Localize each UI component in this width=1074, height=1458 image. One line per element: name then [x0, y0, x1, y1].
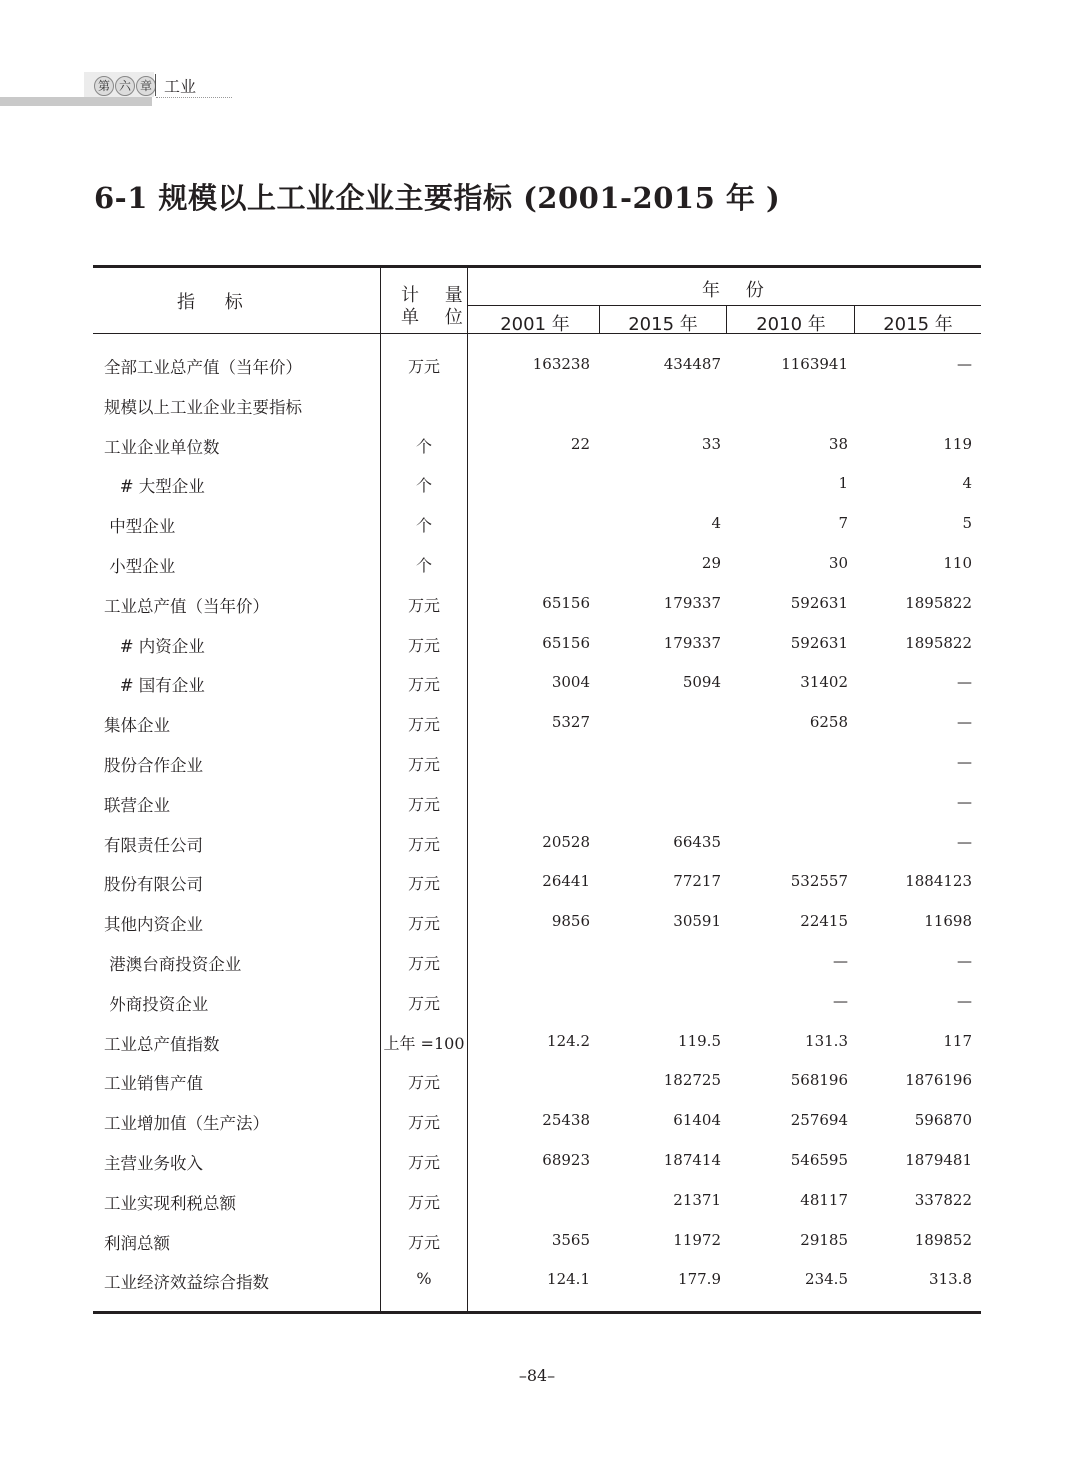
row-value: 66435: [673, 832, 721, 851]
table-row: [0, 702, 1074, 742]
header-band: [0, 97, 152, 106]
row-indicator-name: 集体企业: [104, 716, 170, 736]
row-value: 568196: [790, 1071, 848, 1090]
row-value: 48117: [800, 1190, 848, 1209]
row-value: 29: [701, 553, 721, 572]
row-unit: 万元: [407, 1152, 440, 1172]
chapter-char: 第: [94, 76, 114, 96]
row-unit: 上年 =100: [383, 1033, 465, 1053]
row-unit: 个: [415, 516, 432, 536]
row-value: 61404: [673, 1111, 721, 1130]
row-value: 3004: [551, 673, 590, 692]
row-value: 117: [943, 1031, 972, 1050]
row-value: —: [957, 752, 972, 771]
year-header: 2015 年: [883, 314, 953, 335]
row-value: 65156: [542, 593, 590, 612]
row-indicator-name: 小型企业: [104, 556, 176, 576]
row-value: 29185: [800, 1230, 848, 1249]
row-indicator-name: 工业企业单位数: [104, 437, 220, 457]
row-indicator-name: 股份合作企业: [104, 755, 203, 775]
row-indicator-name: 工业销售产值: [104, 1074, 203, 1094]
row-indicator-name: 工业增加值（生产法）: [104, 1114, 269, 1134]
row-value: 124.1: [547, 1270, 590, 1289]
row-value: 25438: [542, 1111, 590, 1130]
row-value: —: [833, 991, 848, 1010]
year-header-rule: [467, 305, 981, 306]
table-row: [0, 901, 1074, 941]
table-row: [0, 1259, 1074, 1299]
row-indicator-name: 有限责任公司: [104, 835, 203, 855]
row-indicator-name: 工业总产值指数: [104, 1034, 220, 1054]
row-value: 33: [701, 434, 721, 453]
row-value: 5327: [551, 713, 590, 732]
row-value: 1895822: [905, 593, 972, 612]
row-value: —: [833, 951, 848, 970]
row-value: —: [957, 673, 972, 692]
row-value: 1: [838, 474, 848, 493]
row-unit: 万元: [407, 675, 440, 695]
row-value: —: [957, 951, 972, 970]
table-row: [0, 941, 1074, 981]
table-row: [0, 424, 1074, 464]
table-row: [0, 543, 1074, 583]
row-value: 38: [828, 434, 848, 453]
row-unit: 万元: [407, 874, 440, 894]
row-value: 1163941: [781, 355, 848, 373]
page-number: –84–: [518, 1366, 556, 1385]
row-value: 532557: [790, 872, 848, 891]
row-value: 68923: [542, 1150, 590, 1169]
chapter-char: 六: [115, 76, 135, 96]
table-row: [0, 384, 1074, 424]
row-unit: 万元: [407, 715, 440, 735]
row-unit: 万元: [407, 754, 440, 774]
row-unit: 万元: [407, 1232, 440, 1252]
row-value: 30591: [673, 912, 721, 931]
row-unit: 万元: [407, 834, 440, 854]
row-value: 313.8: [929, 1270, 972, 1289]
table-row: [0, 782, 1074, 822]
row-value: 596870: [914, 1111, 972, 1130]
row-value: 5: [962, 514, 972, 533]
row-value: 30: [828, 553, 848, 572]
row-indicator-name: # 内资企业: [104, 636, 205, 656]
row-value: 179337: [663, 593, 721, 612]
table-row: [0, 463, 1074, 503]
row-indicator-name: 港澳台商投资企业: [104, 954, 242, 974]
row-value: 4: [962, 474, 972, 493]
row-unit: 万元: [407, 1113, 440, 1133]
page-title: 6-1 规模以上工业企业主要指标 (2001-2015 年 ): [94, 181, 781, 215]
row-value: —: [957, 355, 972, 373]
row-value: —: [957, 792, 972, 811]
table-row: [0, 623, 1074, 663]
row-value: 592631: [790, 593, 848, 612]
row-value: —: [957, 991, 972, 1010]
row-value: 9856: [551, 912, 590, 931]
table-row: [0, 1060, 1074, 1100]
row-value: 177.9: [678, 1270, 721, 1289]
row-unit: 万元: [407, 1192, 440, 1212]
row-unit: %: [416, 1269, 432, 1289]
header-divider: [155, 74, 156, 96]
row-value: 5094: [682, 673, 721, 692]
row-value: 234.5: [805, 1270, 848, 1289]
row-indicator-name: 其他内资企业: [104, 915, 203, 935]
row-value: 182725: [663, 1071, 721, 1090]
row-indicator-name: 规模以上工业企业主要指标: [104, 397, 302, 417]
row-indicator-name: 工业实现利税总额: [104, 1193, 236, 1213]
row-value: 337822: [914, 1190, 972, 1209]
table-row: [0, 742, 1074, 782]
row-indicator-name: 联营企业: [104, 795, 170, 815]
year-header: 2015 年: [628, 314, 698, 335]
row-value: 1876196: [905, 1071, 972, 1090]
table-row: [0, 503, 1074, 543]
row-value: 20528: [542, 832, 590, 851]
row-value: 11698: [924, 912, 972, 931]
column-header-unit: 单 位: [401, 307, 473, 328]
row-unit: 万元: [407, 914, 440, 934]
year-header: 2010 年: [756, 314, 826, 335]
table-row: [0, 662, 1074, 702]
row-indicator-name: 主营业务收入: [104, 1153, 203, 1173]
table-top-rule: [93, 265, 981, 268]
row-unit: 万元: [407, 635, 440, 655]
row-indicator-name: # 大型企业: [104, 477, 205, 497]
row-value: —: [957, 832, 972, 851]
row-value: 119.5: [678, 1031, 721, 1050]
row-unit: 个: [415, 555, 432, 575]
section-title: 工业: [164, 77, 197, 96]
row-unit: 万元: [407, 1073, 440, 1093]
row-value: 1879481: [905, 1150, 972, 1169]
row-indicator-name: # 国有企业: [104, 676, 205, 696]
row-value: 65156: [542, 633, 590, 652]
row-unit: 个: [415, 436, 432, 456]
table-row: [0, 861, 1074, 901]
row-value: 77217: [673, 872, 721, 891]
table-row: [0, 583, 1074, 623]
row-unit: 万元: [407, 953, 440, 973]
row-value: 546595: [790, 1150, 848, 1169]
table-row: [0, 981, 1074, 1021]
row-value: 119: [943, 434, 972, 453]
column-header-unit: 计 量: [401, 285, 473, 306]
table-bottom-rule: [93, 1311, 981, 1314]
row-value: 31402: [800, 673, 848, 692]
row-value: 26441: [542, 872, 590, 891]
row-indicator-name: 股份有限公司: [104, 875, 203, 895]
table-row: [0, 1180, 1074, 1220]
table-row: [0, 1100, 1074, 1140]
row-indicator-name: 工业总产值（当年价）: [104, 596, 269, 616]
row-unit: 万元: [407, 993, 440, 1013]
row-value: 179337: [663, 633, 721, 652]
row-value: —: [957, 713, 972, 732]
row-indicator-name: 全部工业总产值（当年价）: [104, 358, 302, 377]
row-value: 21371: [673, 1190, 721, 1209]
row-value: 131.3: [805, 1031, 848, 1050]
row-indicator-name: 利润总额: [104, 1233, 170, 1253]
row-value: 3565: [551, 1230, 590, 1249]
row-value: 22: [570, 434, 590, 453]
chapter-char: 章: [136, 76, 156, 96]
row-value: 11972: [673, 1230, 721, 1249]
row-unit: 万元: [407, 357, 440, 376]
table-row: [0, 1021, 1074, 1061]
row-value: 434487: [663, 355, 721, 373]
row-value: 124.2: [547, 1031, 590, 1050]
row-value: 4: [711, 514, 721, 533]
row-indicator-name: 中型企业: [104, 517, 176, 537]
table-row: [0, 344, 1074, 384]
row-value: 22415: [800, 912, 848, 931]
table-body: [0, 344, 1074, 1299]
row-value: 1895822: [905, 633, 972, 652]
row-value: 187414: [663, 1150, 721, 1169]
table-row: [0, 822, 1074, 862]
row-unit: 万元: [407, 794, 440, 814]
table-row: [0, 1140, 1074, 1180]
row-value: 6258: [809, 713, 848, 732]
year-header: 2001 年: [500, 314, 570, 335]
row-indicator-name: 外商投资企业: [104, 994, 209, 1014]
row-unit: 万元: [407, 595, 440, 615]
header-dotted-line: [156, 97, 232, 98]
row-value: 189852: [914, 1230, 972, 1249]
column-header-indicator: 指 标: [177, 292, 255, 313]
row-value: 1884123: [905, 872, 972, 891]
row-value: 257694: [790, 1111, 848, 1130]
row-value: 7: [838, 514, 848, 533]
row-value: 110: [943, 553, 972, 572]
column-header-year-group: 年 份: [702, 280, 774, 301]
row-value: 163238: [532, 355, 590, 373]
table-row: [0, 1220, 1074, 1260]
row-value: 592631: [790, 633, 848, 652]
row-unit: 个: [415, 476, 432, 496]
row-indicator-name: 工业经济效益综合指数: [104, 1273, 269, 1293]
